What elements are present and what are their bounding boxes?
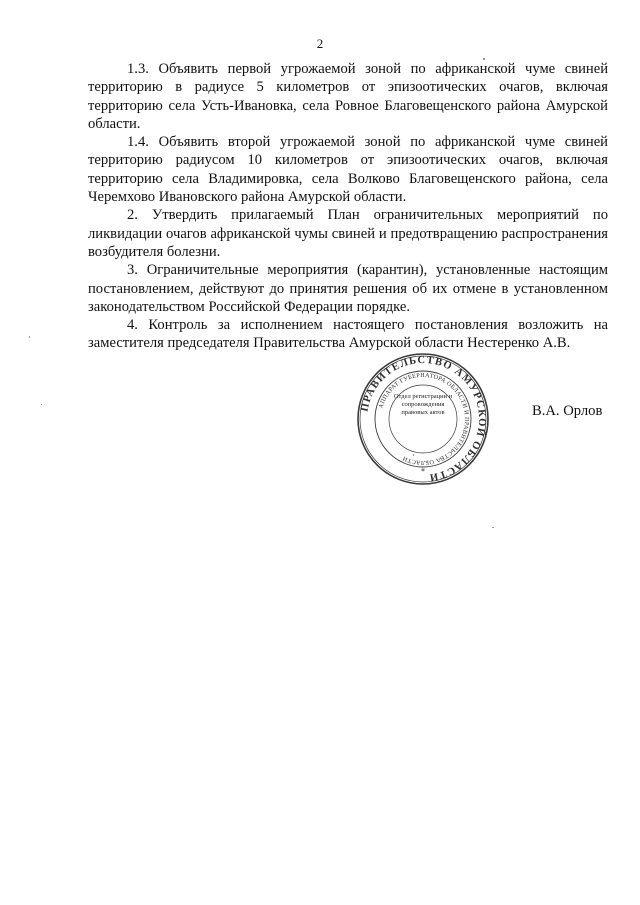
official-seal — [356, 352, 490, 486]
document-body — [88, 60, 608, 353]
scan-speck — [29, 336, 30, 338]
scan-speck — [492, 527, 494, 528]
seal-outer-text: ПРАВИТЕЛЬСТВО АМУРСКОЙ ОБЛАСТИ — [359, 354, 488, 483]
paragraph-4: 4. Контроль за исполнением настоящего постановления возложить на заместителя председателя Правительства Амурской области Нестеренко А.В. — [88, 317, 608, 352]
paragraph-3: 3. Ограничительные мероприятия (карантин), установленные настоящим постановлением, действуют до принятия решения об их отмене в установленном законодательством Российской Федерации порядке. — [88, 262, 608, 315]
scan-speck — [483, 58, 485, 60]
paragraph-1-4: 1.4. Объявить второй угрожаемой зоной по африканской чуме свиней территорию радиусом 10 километров от эпизоотических очагов, включая территорию села Владимировка, села Волково Благовещенского района, села Черемхово Ивановского района Амурской области. — [88, 134, 608, 206]
paragraph-2: 2. Утвердить прилагаемый План ограничительных мероприятий по ликвидации очагов африканской чумы свиней и предотвращению распространения возбудителя болезни. — [88, 207, 608, 260]
scan-speck — [41, 404, 42, 405]
signatory-name: В.А. Орлов — [532, 403, 603, 419]
seal-middle-ring — [375, 371, 471, 467]
seal-star-icon: * — [421, 467, 425, 476]
seal-inner-text: АППАРАТ ГУБЕРНАТОРА ОБЛАСТИ И ПРАВИТЕЛЬСТВА ОБЛАСТИ — [377, 371, 471, 467]
page-number: 2 — [316, 36, 324, 51]
seal-center-text: Отдел регистрации и сопровождения правовых актов — [393, 393, 453, 416]
scan-speck — [413, 454, 414, 456]
paragraph-1-3: 1.3. Объявить первой угрожаемой зоной по африканской чуме свиней территорию в радиусе 5 километров от эпизоотических очагов, включая территорию села Усть-Ивановка, села Ровное Благовещенского района Амурской области. — [88, 61, 608, 132]
